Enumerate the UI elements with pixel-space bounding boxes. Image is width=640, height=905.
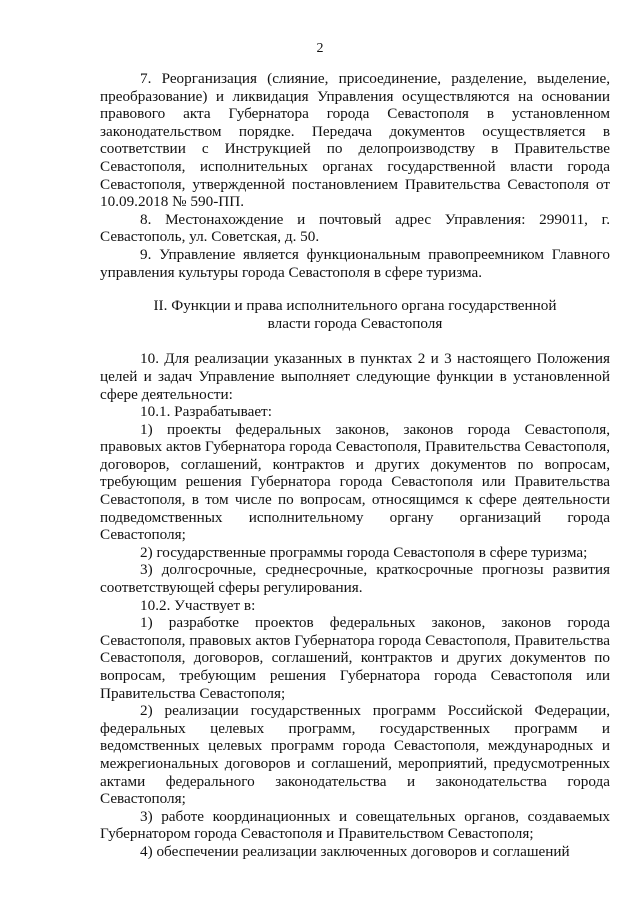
item-10-2-2: 2) реализации государственных программ Российской Федерации, федеральных целевых программ, государственных программ и ведомственных целевых программ города Севастополя, международных и межрегиональных договоров и соглашений, мероприятий, предусмотренных актами федерального законодательства и законодательства города Севастополя;	[100, 702, 610, 808]
item-10-2-4: 4) обеспечении реализации заключенных договоров и соглашений	[140, 842, 570, 860]
subsection-10-1: 10.1. Разрабатывает:	[140, 403, 272, 421]
paragraph-10: 10. Для реализации указанных в пунктах 2 и 3 настоящего Положения целей и задач Управление выполняет следующие функции в установленной сфере деятельности:	[100, 350, 610, 403]
page-number: 2	[316, 41, 324, 56]
subsection-10-2: 10.2. Участвует в:	[140, 596, 256, 614]
paragraph-8: 8. Местонахождение и почтовый адрес Управления: 299011, г. Севастополь, ул. Советская, д. 50.	[100, 210, 610, 246]
document-body	[100, 70, 610, 861]
item-10-1-1: 1) проекты федеральных законов, законов города Севастополя, правовых актов Губернатора города Севастополя, Правительства Севастополя, договоров, соглашений, контрактов и других документов по вопросам, требующим решения Губернатора города Севастополя или Правительства Севастополя, в том числе по вопросам, относящимся к сфере деятельности подведомственных исполнительному органу организаций города Севастополя;	[100, 420, 610, 544]
item-10-2-3: 3) работе координационных и совещательных органов, создаваемых Губернатором города Севастополя и Правительством Севастополя;	[100, 807, 610, 843]
item-10-1-3: 3) долгосрочные, среднесрочные, краткосрочные прогнозы развития соответствующей сферы регулирования.	[100, 561, 610, 597]
item-10-2-1: 1) разработке проектов федеральных законов, законов города Севастополя, правовых актов Губернатора города Севастополя, Правительства Севастополя, договоров, соглашений, контрактов и других документов по вопросам, требующим решения Губернатора города Севастополя или Правительства Севастополя;	[100, 614, 610, 702]
section-heading: II. Функции и права исполнительного органа государственной власти города Севастополя	[153, 297, 557, 332]
item-10-1-2: 2) государственные программы города Севастополя в сфере туризма;	[140, 543, 588, 561]
paragraph-9: 9. Управление является функциональным правопреемником Главного управления культуры города Севастополя в сфере туризма.	[100, 245, 610, 281]
paragraph-7: 7. Реорганизация (слияние, присоединение, разделение, выделение, преобразование) и ликвидация Управления осуществляются на основании правового акта Губернатора города Севастополя в установленном законодательством порядке. Передача документов осуществляется в соответствии с Инструкцией по делопроизводству в Правительстве Севастополя, исполнительных органах государственной власти города Севастополя, утвержденной постановлением Правительства Севастополя от 10.09.2018 № 590-ПП.	[100, 70, 610, 211]
